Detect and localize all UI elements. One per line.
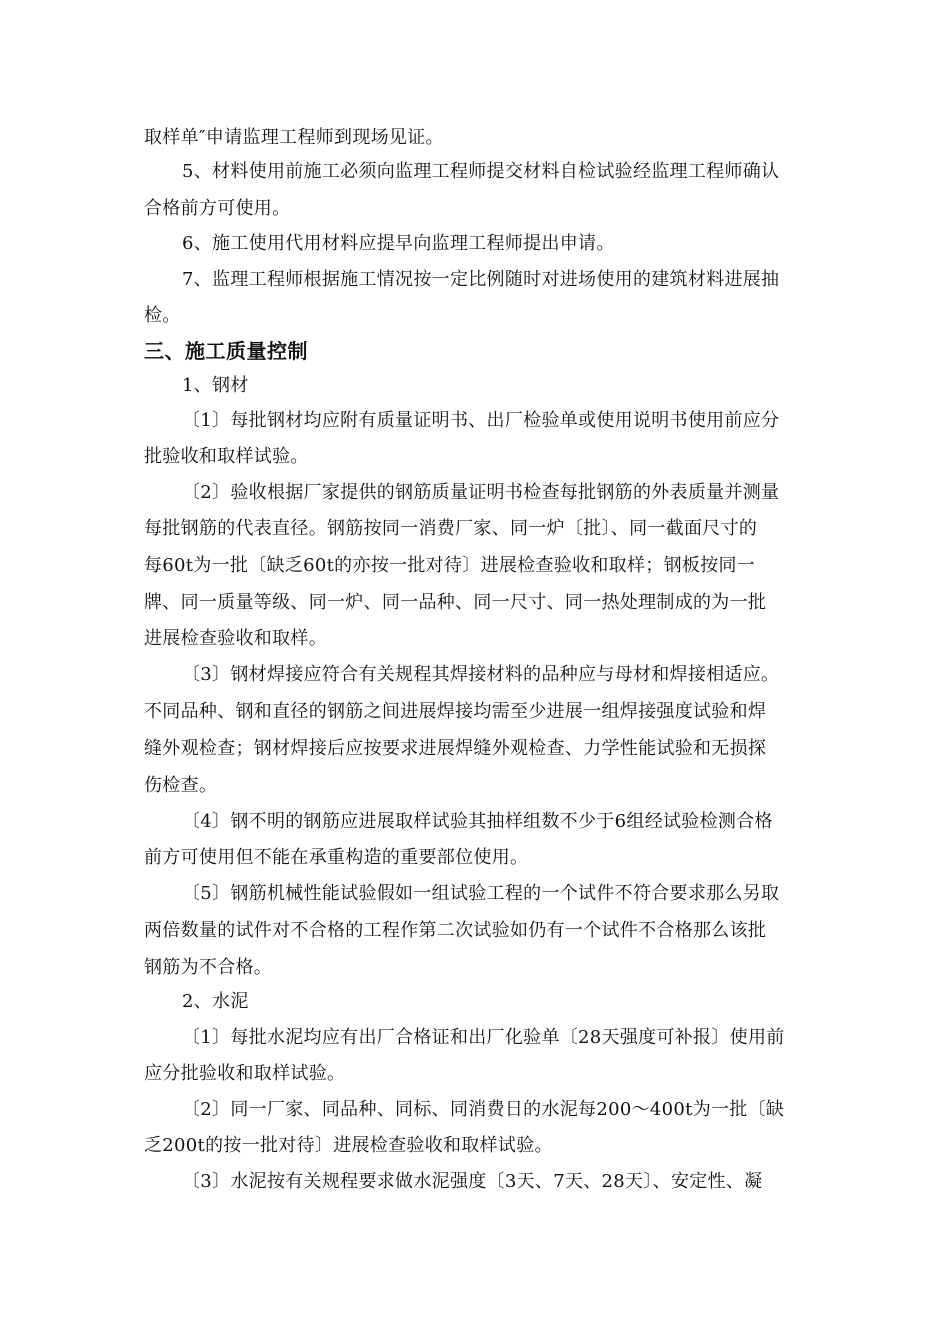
paragraph-line: 〔1〕每批水泥均应有出厂合格证和出厂化验单〔28天强度可补报〕使用前 [182,1027,785,1048]
paragraph-line: 〔3〕钢材焊接应符合有关规程其焊接材料的品种应与母材和焊接相适应。 [182,664,780,685]
paragraph-line: 钢筋为不合格。 [144,957,273,978]
paragraph-line: 批验收和取样试验。 [144,446,309,467]
paragraph-line: 乏200t的按一批对待〕进展检查验收和取样试验。 [144,1135,553,1156]
paragraph-line: 取样单″申请监理工程师到现场见证。 [144,127,444,148]
paragraph-line: 每批钢筋的代表直径。钢筋按同一消费厂家、同一炉〔批〕、同一截面尺寸的 [144,518,758,539]
paragraph-line: 检。 [144,305,181,326]
paragraph-line: 〔4〕钢不明的钢筋应进展取样试验其抽样组数不少于6组经试验检测合格 [182,811,773,832]
paragraph-line: 〔1〕每批钢材均应附有质量证明书、出厂检验单或使用说明书使用前应分 [182,410,780,431]
paragraph-line: 7、监理工程师根据施工情况按一定比例随时对进场使用的建筑材料进展抽 [182,269,780,290]
paragraph-line: 伤检查。 [144,775,218,796]
paragraph-line: 每60t为一批〔缺乏60t的亦按一批对待〕进展检查验收和取样；钢板按同一 [144,555,756,576]
paragraph-line: 牌、同一质量等级、同一炉、同一品种、同一尺寸、同一热处理制成的为一批 [144,592,767,613]
section-heading: 三、施工质量控制 [144,339,308,363]
subsection-heading: 2、水泥 [182,991,249,1012]
paragraph-line: 6、施工使用代用材料应提早向监理工程师提出申请。 [182,233,615,254]
paragraph-line: 两倍数量的试件对不合格的工程作第二次试验如仍有一个试件不合格那么该批 [144,920,767,941]
paragraph-line: 〔2〕验收根据厂家提供的钢筋质量证明书检查每批钢筋的外表质量并测量 [182,482,780,503]
paragraph-line: 进展检查验收和取样。 [144,628,327,649]
subsection-heading: 1、钢材 [182,375,249,396]
paragraph-line: 〔3〕水泥按有关规程要求做水泥强度〔3天、7天、28天〕、安定性、凝 [182,1171,763,1192]
paragraph-line: 〔2〕同一厂家、同品种、同标、同消费日的水泥每200～400t为一批〔缺 [182,1099,785,1120]
paragraph-line: 应分批验收和取样试验。 [144,1063,346,1084]
paragraph-line: 前方可使用但不能在承重构造的重要部位使用。 [144,847,529,868]
paragraph-line: 不同品种、钢和直径的钢筋之间进展焊接均需至少进展一组焊接强度试验和焊 [144,701,767,722]
paragraph-line: 合格前方可使用。 [144,198,291,219]
paragraph-line: 缝外观检查；钢材焊接后应按要求进展焊缝外观检查、力学性能试验和无损探 [144,738,767,759]
paragraph-line: 5、材料使用前施工必须向监理工程师提交材料自检试验经监理工程师确认 [182,161,780,182]
paragraph-line: 〔5〕钢筋机械性能试验假如一组试验工程的一个试件不符合要求那么另取 [182,883,780,904]
